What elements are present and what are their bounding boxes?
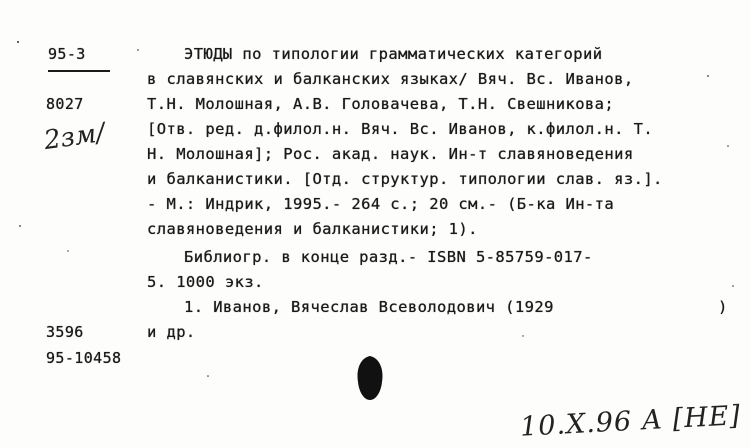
card-line: - М.: Индрик, 1995.- 264 с.; 20 см.- (Б-ка Ин-та [147,195,615,213]
card-line: 5. 1000 экз. [147,273,264,291]
handwritten-stamp: 10.Х.96 А [НЕ] [519,400,742,443]
shelfmark-bottom: 8027 [46,95,84,113]
ink-blot [354,354,386,402]
card-line: Библиогр. в конце разд.- ISBN 5-85759-017- [184,248,593,266]
card-line: [Отв. ред. д.филол.н. Вяч. Вс. Иванов, к.филол.н. Т. [147,120,654,138]
card-line: Т.Н. Молошная, А.В. Головачева, Т.Н. Свешникова; [147,95,615,113]
card-line: и др. [147,323,196,341]
registration-number: 95-10458 [46,349,122,367]
card-line-title: ЭТЮДЫ по типологии грамматических категорий [184,45,603,63]
card-line-subject: 1. Иванов, Вячеслав Всеволодович (1929 [184,298,554,316]
handwritten-note: 2зм/ [42,117,107,157]
card-line: Н. Молошная]; Рос. акад. наук. Ин-т славяноведения [147,145,634,163]
card-line-subject-close: ) [718,298,728,316]
inventory-number: 3596 [46,323,84,341]
card-line: славяноведения и балканистики; 1). [147,220,478,238]
shelfmark-top: 95-3 [48,45,86,63]
card-line: в славянских и балканских языках/ Вяч. Вс. Иванов, [147,70,634,88]
card-line: и балканистики. [Отд. структур. типологии слав. яз.]. [147,170,663,188]
